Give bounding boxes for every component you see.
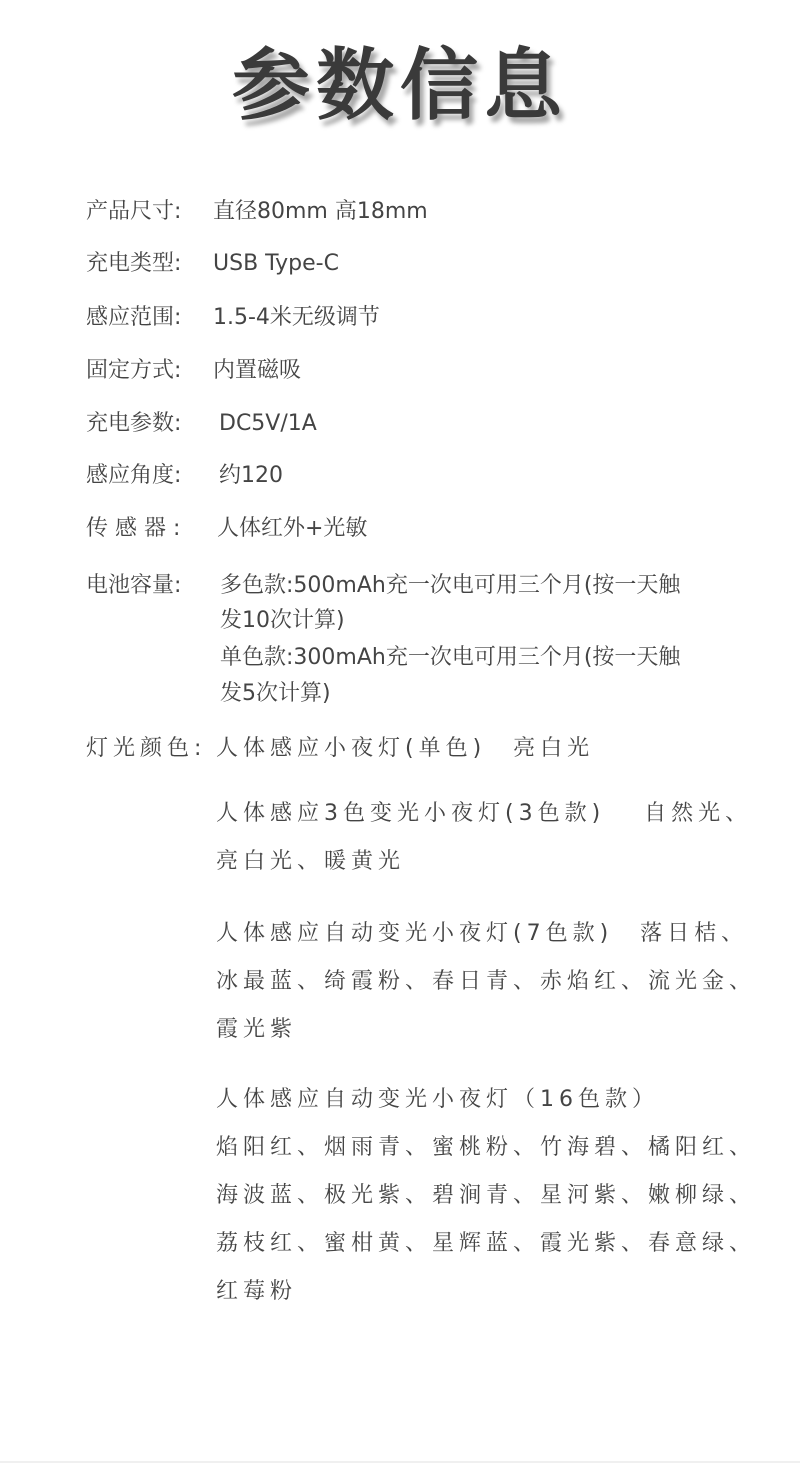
spec-label: 充电参数: bbox=[86, 411, 182, 436]
light-line: 亮白光、暖黄光 bbox=[216, 849, 406, 874]
spec-value: 直径80mm 高18mm bbox=[213, 199, 428, 224]
light-line: 焰阳红、烟雨青、蜜桃粉、竹海碧、橘阳红、 bbox=[216, 1135, 757, 1160]
spec-value: USB Type-C bbox=[213, 251, 339, 276]
spec-value: 约120 bbox=[219, 463, 283, 488]
battery-line: 发10次计算) bbox=[220, 608, 345, 633]
spec-label: 感应角度: bbox=[86, 463, 182, 488]
spec-label: 传 感 器 : bbox=[86, 516, 181, 541]
light-line: 霞光紫 bbox=[216, 1017, 298, 1042]
spec-value: DC5V/1A bbox=[219, 411, 317, 436]
battery-line: 发5次计算) bbox=[220, 681, 331, 706]
spec-label: 灯光颜色: bbox=[86, 736, 207, 761]
spec-value: 1.5-4米无级调节 bbox=[213, 305, 380, 330]
light-line: 冰最蓝、绮霞粉、春日青、赤焰红、流光金、 bbox=[216, 969, 757, 994]
light-block-7-color bbox=[216, 910, 776, 1054]
bottom-divider bbox=[0, 1461, 800, 1463]
light-block-3-color bbox=[216, 790, 776, 886]
spec-label: 产品尺寸: bbox=[86, 199, 182, 224]
light-line: 人体感应3色变光小夜灯(3色款) 自然光、 bbox=[216, 801, 753, 826]
light-line: 人体感应自动变光小夜灯(7色款) 落日桔、 bbox=[216, 921, 749, 946]
light-line: 人体感应自动变光小夜灯（16色款） bbox=[216, 1087, 659, 1112]
light-line: 红莓粉 bbox=[216, 1279, 298, 1304]
page-title: 参数信息 bbox=[231, 41, 568, 131]
spec-label: 固定方式: bbox=[86, 358, 182, 383]
spec-value: 内置磁吸 bbox=[213, 358, 302, 383]
spec-label: 感应范围: bbox=[86, 305, 182, 330]
battery-line: 多色款:500mAh充一次电可用三个月(按一天触 bbox=[220, 573, 681, 598]
battery-line: 单色款:300mAh充一次电可用三个月(按一天触 bbox=[220, 645, 681, 670]
light-line: 海波蓝、极光紫、碧涧青、星河紫、嫩柳绿、 bbox=[216, 1183, 757, 1208]
light-line: 荔枝红、蜜柑黄、星辉蓝、霞光紫、春意绿、 bbox=[216, 1231, 757, 1256]
spec-label: 充电类型: bbox=[86, 251, 182, 276]
light-block-16-color bbox=[216, 1076, 776, 1316]
spec-value: 人体红外+光敏 bbox=[217, 516, 368, 541]
spec-label: 电池容量: bbox=[86, 573, 182, 598]
light-single-color: 人体感应小夜灯(单色) 亮白光 bbox=[216, 736, 595, 761]
